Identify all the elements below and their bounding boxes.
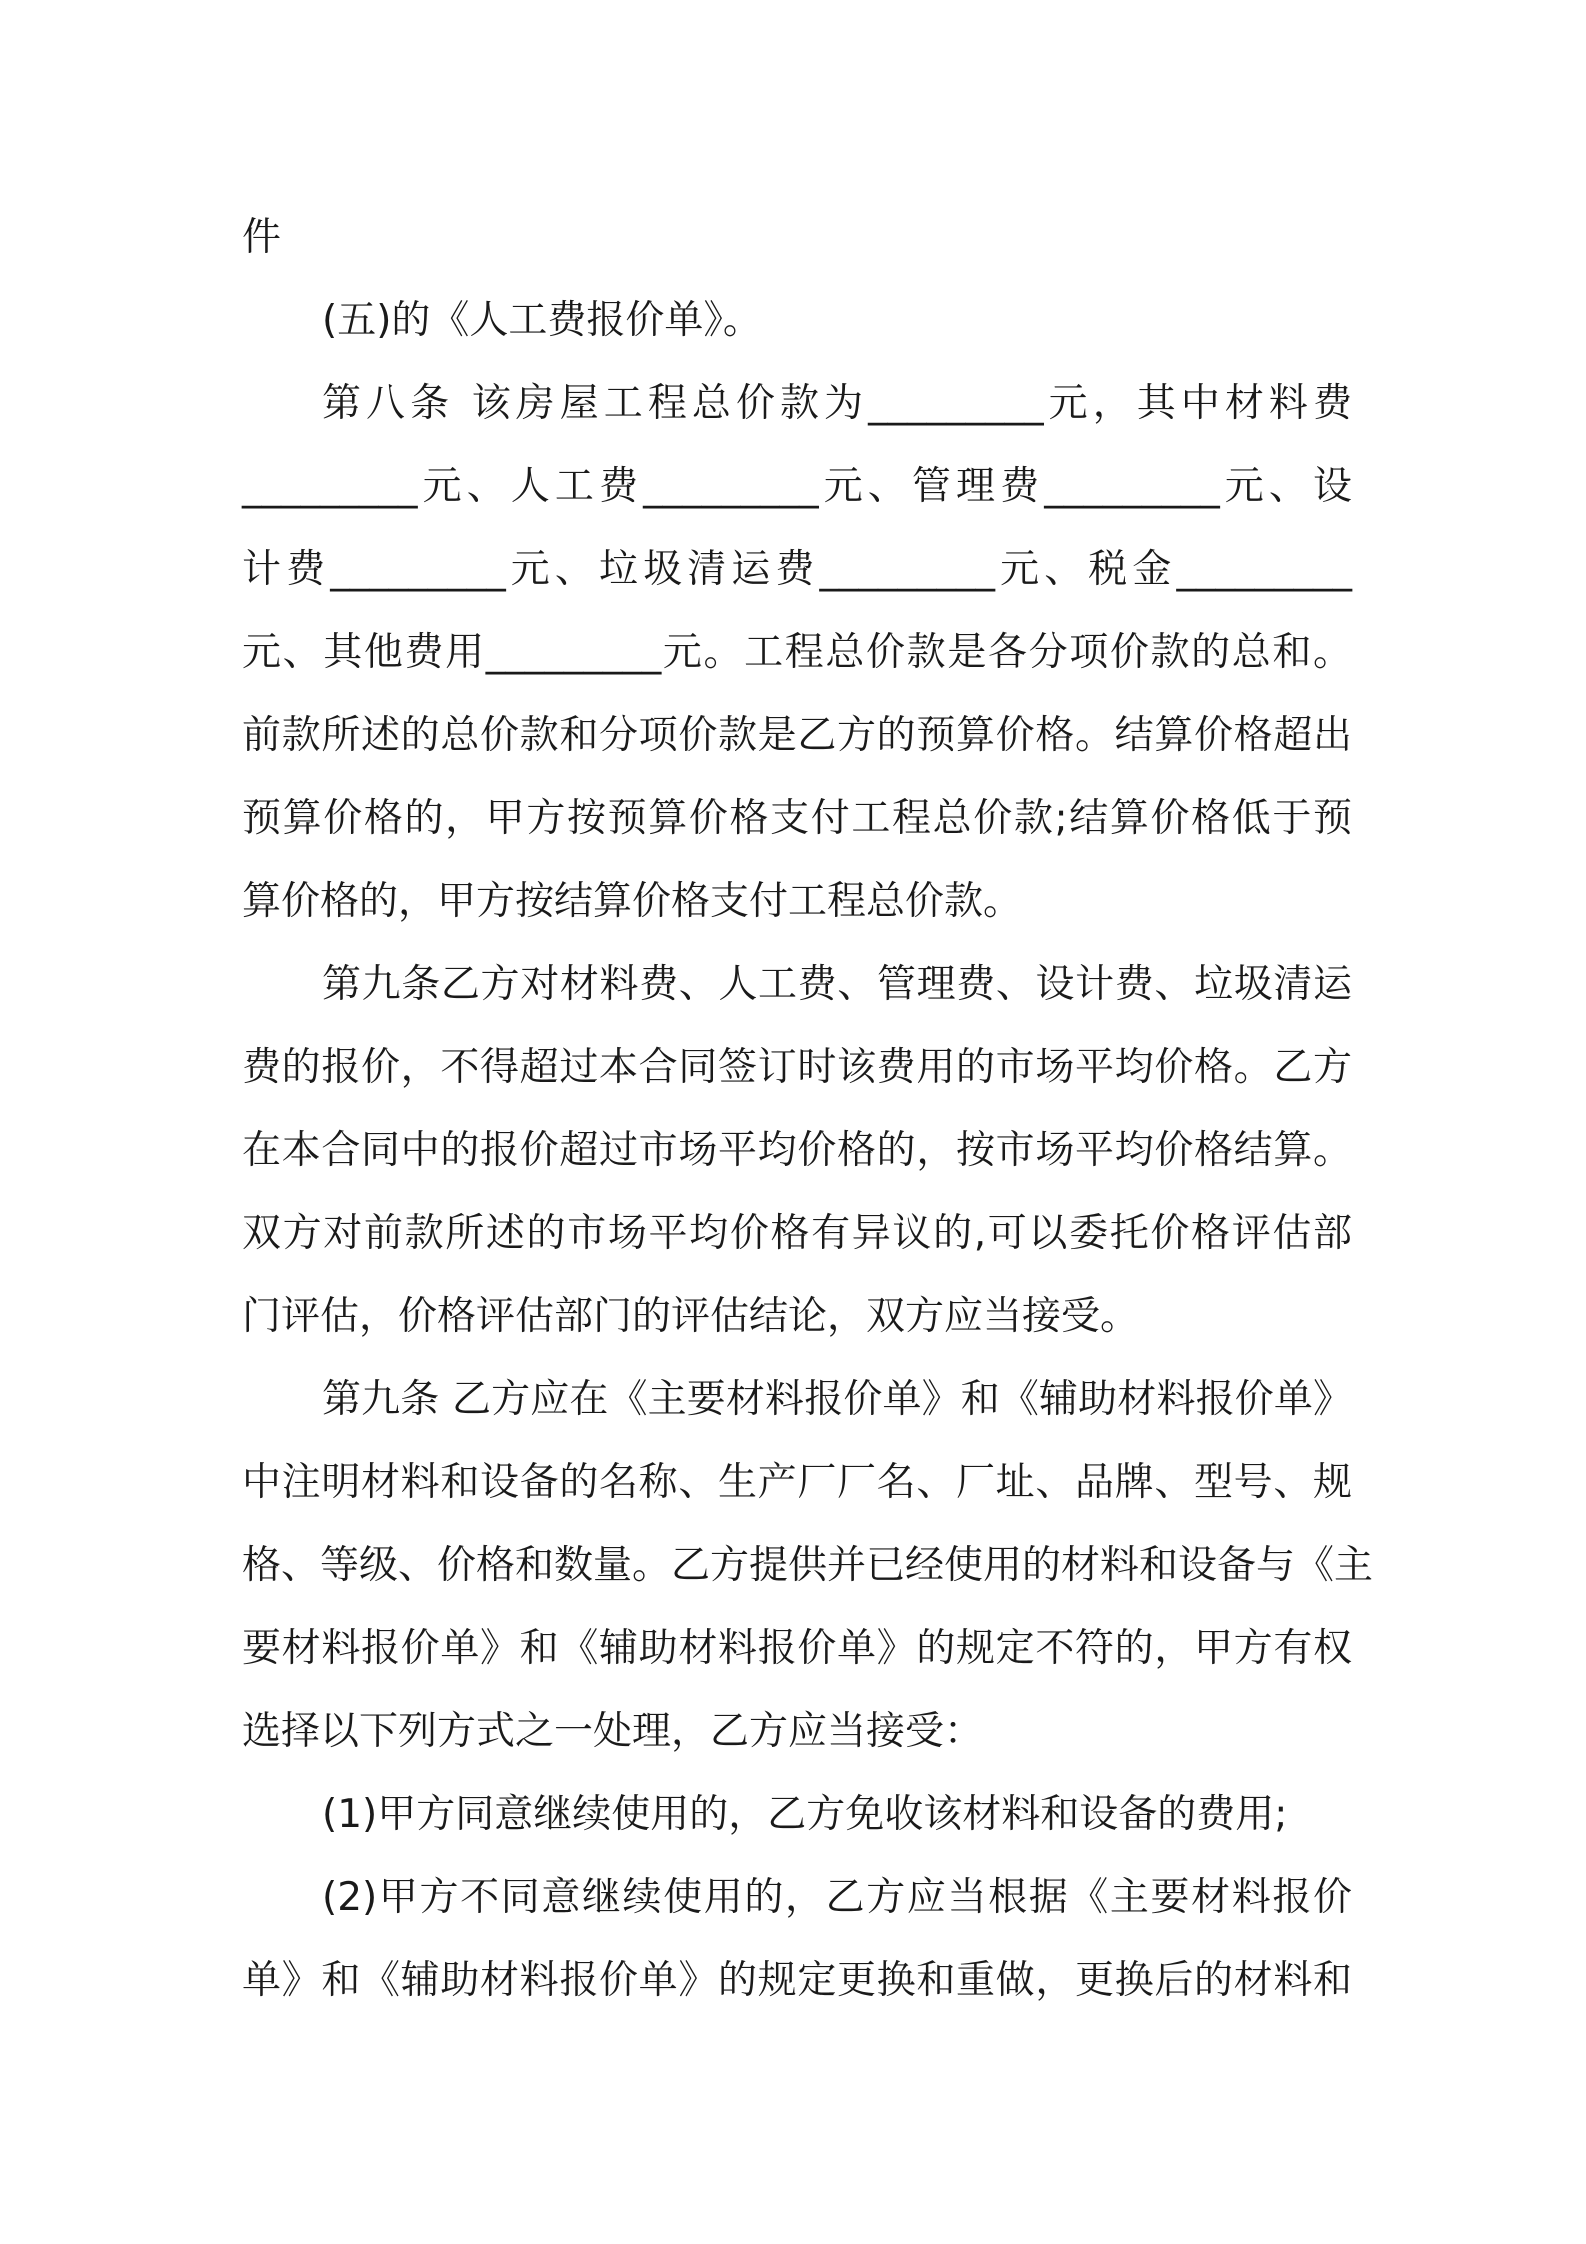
- list-item-1-line: (1)甲方同意继续使用的，乙方免收该材料和设备的费用;: [322, 1792, 1288, 1837]
- text-line: 前款所述的总价款和分项价款是乙方的预算价格。结算价格超出: [242, 713, 1352, 758]
- text-line: 元、其他费用_________元。工程总价款是各分项价款的总和。: [242, 630, 1352, 675]
- text-line: 件: [242, 215, 282, 260]
- text-line: 预算价格的，甲方按预算价格支付工程总价款;结算价格低于预: [242, 796, 1352, 841]
- text-line: 格、等级、价格和数量。乙方提供并已经使用的材料和设备与《主: [242, 1543, 1374, 1588]
- text-line: 费的报价，不得超过本合同签订时该费用的市场平均价格。乙方: [242, 1045, 1352, 1090]
- text-line: 在本合同中的报价超过市场平均价格的，按市场平均价格结算。: [242, 1128, 1352, 1173]
- text-line: 选择以下列方式之一处理，乙方应当接受：: [242, 1709, 984, 1754]
- text-line: 要材料报价单》和《辅助材料报价单》的规定不符的，甲方有权: [242, 1626, 1352, 1671]
- text-line: 计费_________元、垃圾清运费_________元、税金_________: [242, 547, 1352, 592]
- text-line: 双方对前款所述的市场平均价格有异议的,可以委托价格评估部: [242, 1211, 1352, 1256]
- list-item-2-line: (2)甲方不同意继续使用的，乙方应当根据《主要材料报价: [322, 1875, 1352, 1920]
- text-line: 算价格的，甲方按结算价格支付工程总价款。: [242, 879, 1023, 924]
- text-line: 中注明材料和设备的名称、生产厂厂名、厂址、品牌、型号、规: [242, 1460, 1352, 1505]
- contract-body: [242, 196, 1374, 2022]
- article-9-heading-line: 第九条乙方对材料费、人工费、管理费、设计费、垃圾清运: [322, 962, 1352, 1007]
- text-line: 门评估，价格评估部门的评估结论，双方应当接受。: [242, 1294, 1140, 1339]
- article-9b-heading-line: 第九条 乙方应在《主要材料报价单》和《辅助材料报价单》: [322, 1377, 1352, 1422]
- text-line: _________元、人工费_________元、管理费_________元、设: [242, 464, 1352, 509]
- text-line: (五)的《人工费报价单》。: [322, 298, 762, 343]
- text-line: 单》和《辅助材料报价单》的规定更换和重做，更换后的材料和: [242, 1958, 1352, 2003]
- article-8-heading-line: 第八条 该房屋工程总价款为_________元，其中材料费: [322, 381, 1352, 426]
